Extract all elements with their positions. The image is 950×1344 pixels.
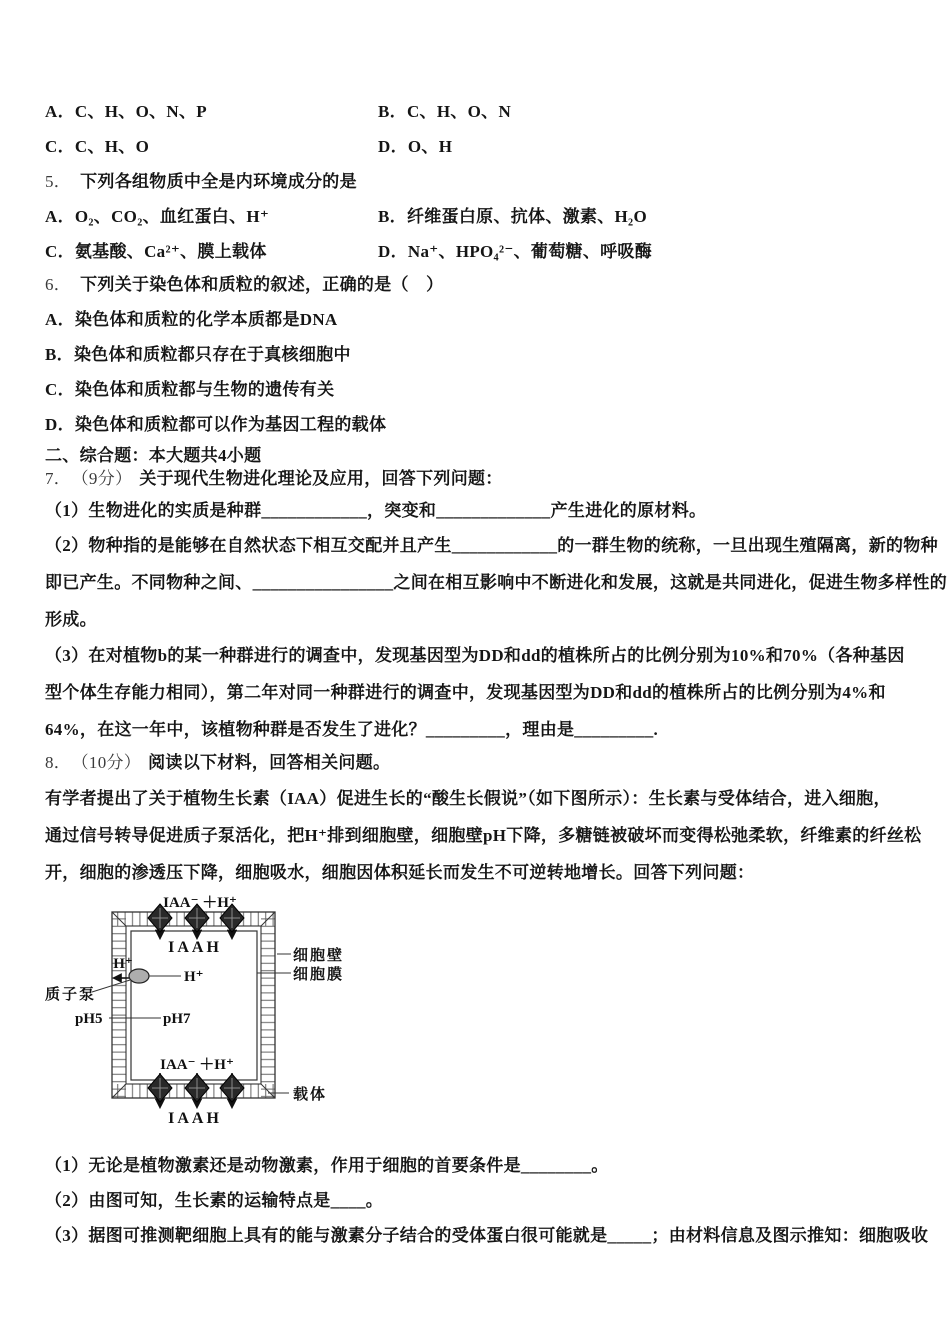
label-ph7: pH7 bbox=[163, 1011, 191, 1027]
q7-part3-line2: 型个体生存能力相同），第二年对同一种群进行的调查中，发现基因型为DD和dd的植株所占的比例分别为4%和 bbox=[45, 683, 886, 702]
q6-option-a: A．染色体和质粒的化学本质都是DNA bbox=[45, 310, 338, 329]
q7-stem: 7． （9分） 关于现代生物进化理论及应用，回答下列问题： bbox=[45, 469, 503, 488]
q7-part3-line1: （3）在对植物b的某一种群进行的调查中，发现基因型为DD和dd的植株所占的比例分别为10%和70%（各种基因 bbox=[45, 646, 905, 665]
q7-part3-line3: 64%，在这一年中，该植物种群是否发生了进化？_________，理由是_________. bbox=[45, 720, 659, 739]
q4-option-b: B．C、H、O、N bbox=[378, 102, 512, 121]
q8-stem: 8． （10分） 阅读以下材料，回答相关问题。 bbox=[45, 753, 391, 772]
label-iaah-bottom: IAAH bbox=[168, 1110, 222, 1127]
q4-option-d: D．O、H bbox=[378, 137, 453, 156]
q8-sub1: （1）无论是植物激素还是动物激素，作用于细胞的首要条件是________。 bbox=[45, 1156, 609, 1175]
label-cell-wall: 细胞壁 bbox=[293, 948, 345, 964]
acid-growth-diagram bbox=[40, 893, 385, 1143]
label-carrier: 载体 bbox=[293, 1087, 328, 1103]
q7-part2-line3: 形成。 bbox=[45, 610, 97, 629]
q4-option-a: A．C、H、O、N、P bbox=[45, 102, 207, 121]
label-iaa-h-bottom: IAA⁻ ＋H⁺ bbox=[160, 1057, 234, 1073]
label-proton-pump: 质子泵 bbox=[45, 987, 97, 1003]
q8-intro-line3: 开，细胞的渗透压下降，细胞吸水，细胞因体积延长而发生不可逆转地增长。回答下列问题： bbox=[45, 863, 755, 882]
label-cell-membrane: 细胞膜 bbox=[293, 967, 345, 983]
q5-option-c: C．氨基酸、Ca²⁺、膜上载体 bbox=[45, 242, 267, 261]
q8-intro-line2: 通过信号转导促进质子泵活化，把H⁺排到细胞壁，细胞壁pH下降，多糖链被破坏而变得松弛柔软，纤维素的纤丝松 bbox=[45, 826, 922, 845]
q7-part2-line1: （2）物种指的是能够在自然状态下相互交配并且产生____________的一群生物的统称，一旦出现生殖隔离，新的物种 bbox=[45, 536, 938, 555]
q6-option-d: D．染色体和质粒都可以作为基因工程的载体 bbox=[45, 415, 387, 434]
label-iaa-h-top: IAA⁻ ＋H⁺ bbox=[163, 895, 237, 911]
label-h-wall: H⁺ bbox=[113, 956, 133, 972]
q6-stem: 6． 下列关于染色体和质粒的叙述，正确的是（ ） bbox=[45, 275, 444, 294]
q8-sub3: （3）据图可推测靶细胞上具有的能与激素分子结合的受体蛋白很可能就是_____；由材料信息及图示推知：细胞吸收 bbox=[45, 1226, 929, 1245]
q7-part2-line2: 即已产生。不同物种之间、________________之间在相互影响中不断进化和发展，这就是共同进化，促进生物多样性的 bbox=[45, 573, 947, 592]
q7-part1: （1）生物进化的实质是种群____________，突变和_____________产生进化的原材料。 bbox=[45, 501, 707, 520]
q4-option-c: C．C、H、O bbox=[45, 137, 150, 156]
q5-option-d: D．Na⁺、HPO₄²⁻、葡萄糖、呼吸酶 bbox=[378, 242, 653, 261]
q8-intro-line1: 有学者提出了关于植物生长素（IAA）促进生长的“酸生长假说”（如下图所示）：生长素与受体结合，进入细胞， bbox=[45, 789, 891, 808]
q5-stem: 5． 下列各组物质中全是内环境成分的是 bbox=[45, 172, 357, 191]
carrier-proteins-bottom bbox=[148, 1074, 244, 1102]
q5-option-a: A．O₂、CO₂、血红蛋白、H⁺ bbox=[45, 207, 270, 226]
q6-option-c: C．染色体和质粒都与生物的遗传有关 bbox=[45, 380, 335, 399]
section2-header: 二、综合题：本大题共4小题 bbox=[45, 446, 262, 465]
q8-sub2: （2）由图可知，生长素的运输特点是____。 bbox=[45, 1191, 384, 1210]
label-ph5: pH5 bbox=[75, 1011, 103, 1027]
label-h-pump: H⁺ bbox=[184, 969, 204, 985]
q6-option-b: B．染色体和质粒都只存在于真核细胞中 bbox=[45, 345, 351, 364]
q5-option-b: B．纤维蛋白原、抗体、激素、H₂O bbox=[378, 207, 647, 226]
label-iaah-top: IAAH bbox=[168, 939, 222, 956]
